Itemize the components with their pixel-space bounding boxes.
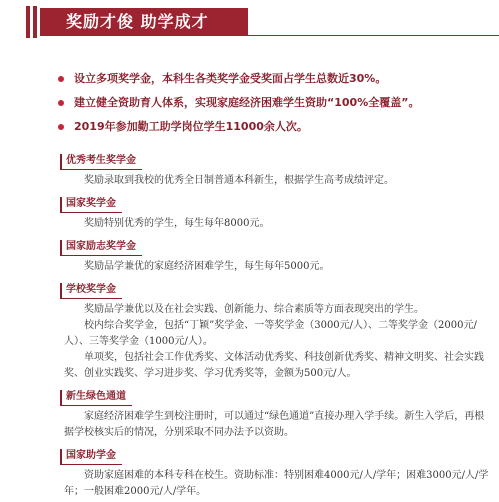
section-paragraph: 家庭经济困难学生到校注册时，可以通过“绿色通道”直接办理入学手续。新生入学后，再根据学校核实后的情况，分别采取不同办法予以资助。 [64,411,485,438]
highlight-item [58,69,488,93]
highlight-item [58,117,488,141]
section-national-inspirational [60,234,490,275]
bullet-dot-icon [58,76,64,82]
bullet-dot-icon [58,100,64,106]
section-body [60,409,490,441]
page-title: 奖励才俊 助学成才 [40,8,248,36]
section-paragraph: 单项奖，包括社会工作优秀奖、文体活动优秀奖、科技创新优秀奖、精神文明奖、社会实践奖、创业实践奖、学习进步奖、学习优秀奖等，金额为500元/人。 [64,352,484,379]
highlight-item [58,93,488,117]
section-national-grant [60,443,490,500]
section-outstanding-applicant [60,148,490,189]
header-accent-bar [33,6,37,38]
bullet-dot-icon [58,124,64,130]
section-body [60,216,490,232]
highlights-list [58,69,488,141]
section-body [60,468,490,500]
section-paragraph: 奖励录取到我校的优秀全日制普通本科新生，根据学生高考成绩评定。 [84,175,394,186]
header-rule [246,35,499,36]
section-paragraph: 资助家庭困难的本科专科在校生。资助标准：特别困难4000元/人/学年；困难3000元/人/学年；一般困难2000元/人/学年。 [64,470,489,497]
section-green-channel [60,384,490,441]
section-body [60,259,490,275]
section-title: 国家奖学金 [60,197,122,213]
section-paragraph: 奖励品学兼优以及在社会实践、创新能力、综合素质等方面表现突出的学生。 [84,304,424,315]
scholarship-sections [60,148,490,502]
section-paragraph: 奖励特别优秀的学生，每生每年8000元。 [84,218,270,229]
section-paragraph: 校内综合奖学金，包括“丁颖”奖学金、一等奖学金（3000元/人）、二等奖学金（2000元/人）、三等奖学金（1000元/人）。 [64,320,477,347]
section-school-scholarship [60,277,490,382]
highlight-text: 设立多项奖学金，本科生各类奖学金受奖面占学生总数近30%。 [74,72,387,85]
section-title: 新生绿色通道 [60,390,132,406]
section-title: 优秀考生奖学金 [60,154,142,170]
section-title: 学校奖学金 [60,283,122,299]
highlight-text: 建立健全资助育人体系，实现家庭经济困难学生资助“100%全覆盖”。 [74,96,420,109]
section-body [60,173,490,189]
section-title: 国家励志奖学金 [60,240,142,256]
section-paragraph: 奖励品学兼优的家庭经济困难学生，每生每年5000元。 [84,261,330,272]
section-title: 国家助学金 [60,449,122,465]
section-body [60,302,490,382]
section-national-scholarship [60,191,490,232]
header-accent-bar [26,6,30,38]
highlight-text: 2019年参加勤工助学岗位学生11000余人次。 [74,120,308,133]
